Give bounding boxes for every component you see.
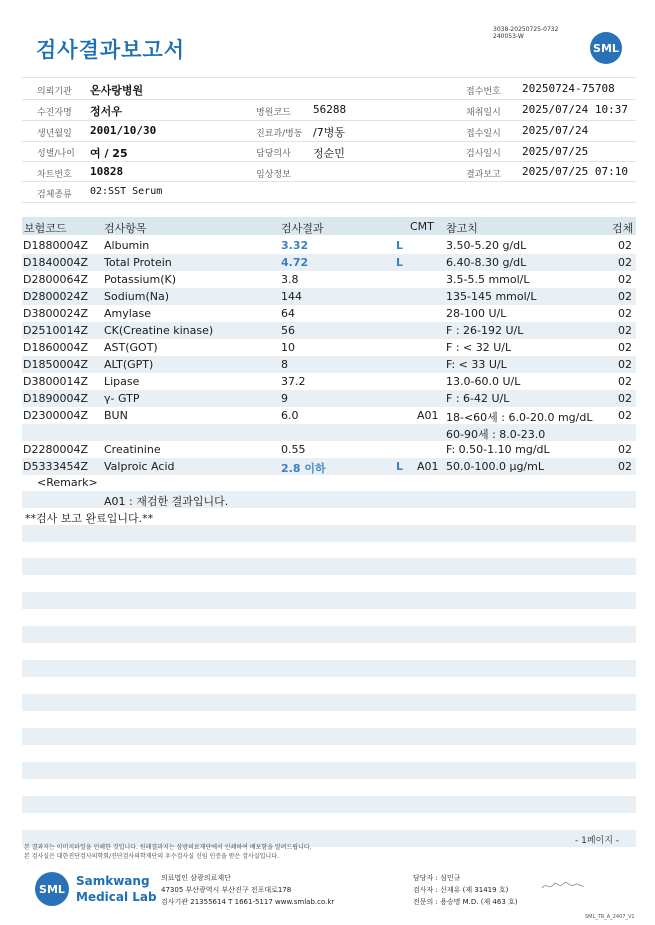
examinee-label: 수진자명 xyxy=(37,108,72,118)
report-value: 2025/07/25 07:10 xyxy=(522,165,628,178)
cell-result: 37.2 xyxy=(281,375,306,388)
cell-ref: 18-<60세 : 6.0-20.0 mg/dL xyxy=(446,411,593,424)
cell-code: D3800024Z xyxy=(23,307,88,320)
divider xyxy=(22,120,636,121)
cell-code: D2510014Z xyxy=(23,324,88,337)
row-stripe xyxy=(22,558,636,575)
signature xyxy=(540,880,586,892)
birth-value: 2001/10/30 xyxy=(90,124,157,137)
cell-ref: 60-90세 : 8.0-23.0 xyxy=(446,428,546,441)
collect-value: 2025/07/24 10:37 xyxy=(522,103,628,116)
cell-code: D5333454Z xyxy=(23,460,88,473)
cell-item: Potassium(K) xyxy=(104,273,177,286)
birth-label: 생년월일 xyxy=(37,129,72,139)
cell-specimen: 02 xyxy=(618,341,632,354)
report-label: 결과보고 xyxy=(466,170,501,180)
col-cmt-header: CMT xyxy=(410,220,434,233)
document-number xyxy=(493,26,558,40)
row-stripe xyxy=(22,626,636,643)
cell-ref: F : 6-42 U/L xyxy=(446,392,510,405)
col-specimen-header: 검체 xyxy=(612,222,634,235)
hospital-code-value: 56288 xyxy=(313,103,347,116)
cell-result: 6.0 xyxy=(281,409,299,422)
specimen-value: 02:SST Serum xyxy=(90,186,163,197)
completion-text: **검사 보고 완료입니다.** xyxy=(25,512,154,525)
cell-item: Sodium(Na) xyxy=(104,290,169,303)
doc-no-line2: 240053-W xyxy=(493,33,524,40)
cell-ref: 135-145 mmol/L xyxy=(446,290,537,303)
cell-result: 8 xyxy=(281,358,288,371)
cell-item: CK(Creatine kinase) xyxy=(104,324,214,337)
cell-result: 9 xyxy=(281,392,288,405)
cell-cmt: A01 xyxy=(417,409,439,422)
cell-ref: F : < 32 U/L xyxy=(446,341,512,354)
cell-code: D1850004Z xyxy=(23,358,88,371)
cell-result: 2.8 이하 xyxy=(281,462,326,475)
staff-specialist: 전문의 : 용승명 M.D. (제 463 호) xyxy=(413,898,518,906)
test-date-label: 검사일시 xyxy=(466,149,501,159)
cell-result: 144 xyxy=(281,290,302,303)
staff-manager: 담당자 : 심민규 xyxy=(413,874,461,882)
divider xyxy=(22,77,636,78)
cell-ref: 13.0-60.0 U/L xyxy=(446,375,521,388)
cell-item: γ- GTP xyxy=(104,392,140,405)
sexage-value: 여 / 25 xyxy=(90,147,128,160)
cell-result: 3.32 xyxy=(281,239,309,252)
staff-tester: 검사자 : 신재유 (제 31419 호) xyxy=(413,886,509,894)
institution-value: 온사랑병원 xyxy=(90,84,144,97)
institution-label: 의뢰기관 xyxy=(37,87,72,97)
cell-specimen: 02 xyxy=(618,443,632,456)
cell-item: Valproic Acid xyxy=(104,460,175,473)
divider xyxy=(22,99,636,100)
cell-specimen: 02 xyxy=(618,358,632,371)
brand-line2: Medical Lab xyxy=(76,890,157,904)
cell-item: Total Protein xyxy=(104,256,172,269)
cell-result: 56 xyxy=(281,324,295,337)
hospital-code-label: 병원코드 xyxy=(256,108,291,118)
cell-specimen: 02 xyxy=(618,324,632,337)
cell-specimen: 02 xyxy=(618,460,632,473)
brand-line1: Samkwang xyxy=(76,874,150,888)
clinical-label: 임상정보 xyxy=(256,170,291,180)
sexage-label: 성별/나이 xyxy=(37,149,75,159)
cell-flag: L xyxy=(396,256,404,269)
examinee-value: 정서우 xyxy=(90,105,122,118)
cell-code: D1880004Z xyxy=(23,239,88,252)
divider xyxy=(22,202,636,203)
org-name: 의료법인 삼광의료재단 xyxy=(161,874,231,882)
doctor-value: 정순민 xyxy=(313,147,345,160)
report-title: 검사결과보고서 xyxy=(36,38,186,62)
dept-value: /7병동 xyxy=(313,126,345,139)
cell-code: D1860004Z xyxy=(23,341,88,354)
col-result-header: 검사결과 xyxy=(281,222,324,235)
row-stripe xyxy=(22,592,636,609)
divider xyxy=(22,181,636,182)
cell-specimen: 02 xyxy=(618,290,632,303)
cell-ref: 6.40-8.30 g/dL xyxy=(446,256,527,269)
doc-no-line1: 3038-20250725-0732 xyxy=(493,26,559,33)
collect-label: 채취일시 xyxy=(466,108,501,118)
org-address: 47305 부산광역시 부산진구 전포대로178 xyxy=(161,886,292,894)
row-stripe xyxy=(22,694,636,711)
accreditation-note: 본 검사실은 대한진단검사의학회/진단검사의학재단의 우수검사실 신임 인증을 받은 검사실입니다. xyxy=(24,853,279,860)
col-code-header: 보험코드 xyxy=(24,222,67,235)
receipt-no-value: 20250724-75708 xyxy=(522,82,615,95)
row-stripe xyxy=(22,796,636,813)
cell-code: D2300004Z xyxy=(23,409,88,422)
cell-specimen: 02 xyxy=(618,307,632,320)
cell-item: AST(GOT) xyxy=(104,341,158,354)
cell-specimen: 02 xyxy=(618,273,632,286)
col-ref-header: 참고치 xyxy=(446,222,478,235)
cell-ref: 28-100 U/L xyxy=(446,307,507,320)
row-stripe xyxy=(22,525,636,542)
divider xyxy=(22,141,636,142)
cell-flag: L xyxy=(396,239,404,252)
cell-ref: F : 26-192 U/L xyxy=(446,324,524,337)
cell-item: ALT(GPT) xyxy=(104,358,154,371)
cell-item: Creatinine xyxy=(104,443,161,456)
disclaimer-note: 본 결과지는 이미지파일을 인쇄한 것입니다. 원래결과지는 삼광의료재단에서 인쇄하여 배포함을 알려드립니다. xyxy=(24,844,312,851)
cell-flag: L xyxy=(396,460,404,473)
remark-text: A01 : 재검한 결과입니다. xyxy=(104,495,229,508)
row-stripe xyxy=(22,728,636,745)
cell-specimen: 02 xyxy=(618,375,632,388)
form-version: SML_TR_A_2407_V1 xyxy=(585,914,635,920)
cell-specimen: 02 xyxy=(618,256,632,269)
cell-item: Lipase xyxy=(104,375,140,388)
divider xyxy=(22,161,636,162)
cell-ref: 50.0-100.0 μg/mL xyxy=(446,460,544,473)
remark-label: <Remark> xyxy=(37,476,98,489)
cell-code: D1840004Z xyxy=(23,256,88,269)
receipt-no-label: 접수번호 xyxy=(466,87,501,97)
cell-item: Albumin xyxy=(104,239,150,252)
cell-code: D3800014Z xyxy=(23,375,88,388)
specimen-label: 검체종류 xyxy=(37,190,72,200)
row-stripe xyxy=(22,660,636,677)
cell-code: D2800024Z xyxy=(23,290,88,303)
sml-logo: SML xyxy=(590,32,622,64)
row-stripe xyxy=(22,762,636,779)
cell-cmt: A01 xyxy=(417,460,439,473)
cell-result: 3.8 xyxy=(281,273,299,286)
cell-result: 0.55 xyxy=(281,443,306,456)
cell-item: BUN xyxy=(104,409,128,422)
cell-item: Amylase xyxy=(104,307,152,320)
cell-code: D1890004Z xyxy=(23,392,88,405)
cell-ref: F: < 33 U/L xyxy=(446,358,507,371)
cell-ref: 3.50-5.20 g/dL xyxy=(446,239,527,252)
col-item-header: 검사항목 xyxy=(104,222,147,235)
cell-result: 10 xyxy=(281,341,295,354)
cell-code: D2800064Z xyxy=(23,273,88,286)
sml-logo-footer: SML xyxy=(35,872,69,906)
cell-result: 4.72 xyxy=(281,256,309,269)
chart-no-value: 10828 xyxy=(90,165,124,178)
cell-specimen: 02 xyxy=(618,409,632,422)
cell-result: 64 xyxy=(281,307,295,320)
cell-code: D2280004Z xyxy=(23,443,88,456)
dept-label: 진료과/병동 xyxy=(256,129,303,139)
page-number: - 1페이지 - xyxy=(575,836,620,846)
receipt-date-value: 2025/07/24 xyxy=(522,124,589,137)
chart-no-label: 차트번호 xyxy=(37,170,72,180)
cell-ref: 3.5-5.5 mmol/L xyxy=(446,273,530,286)
org-contact: 검사기관 21355614 T 1661-5117 www.smlab.co.kr xyxy=(161,898,335,906)
cell-specimen: 02 xyxy=(618,239,632,252)
receipt-date-label: 접수일시 xyxy=(466,129,501,139)
test-date-value: 2025/07/25 xyxy=(522,145,589,158)
cell-specimen: 02 xyxy=(618,392,632,405)
cell-ref: F: 0.50-1.10 mg/dL xyxy=(446,443,550,456)
doctor-label: 담당의사 xyxy=(256,149,291,159)
